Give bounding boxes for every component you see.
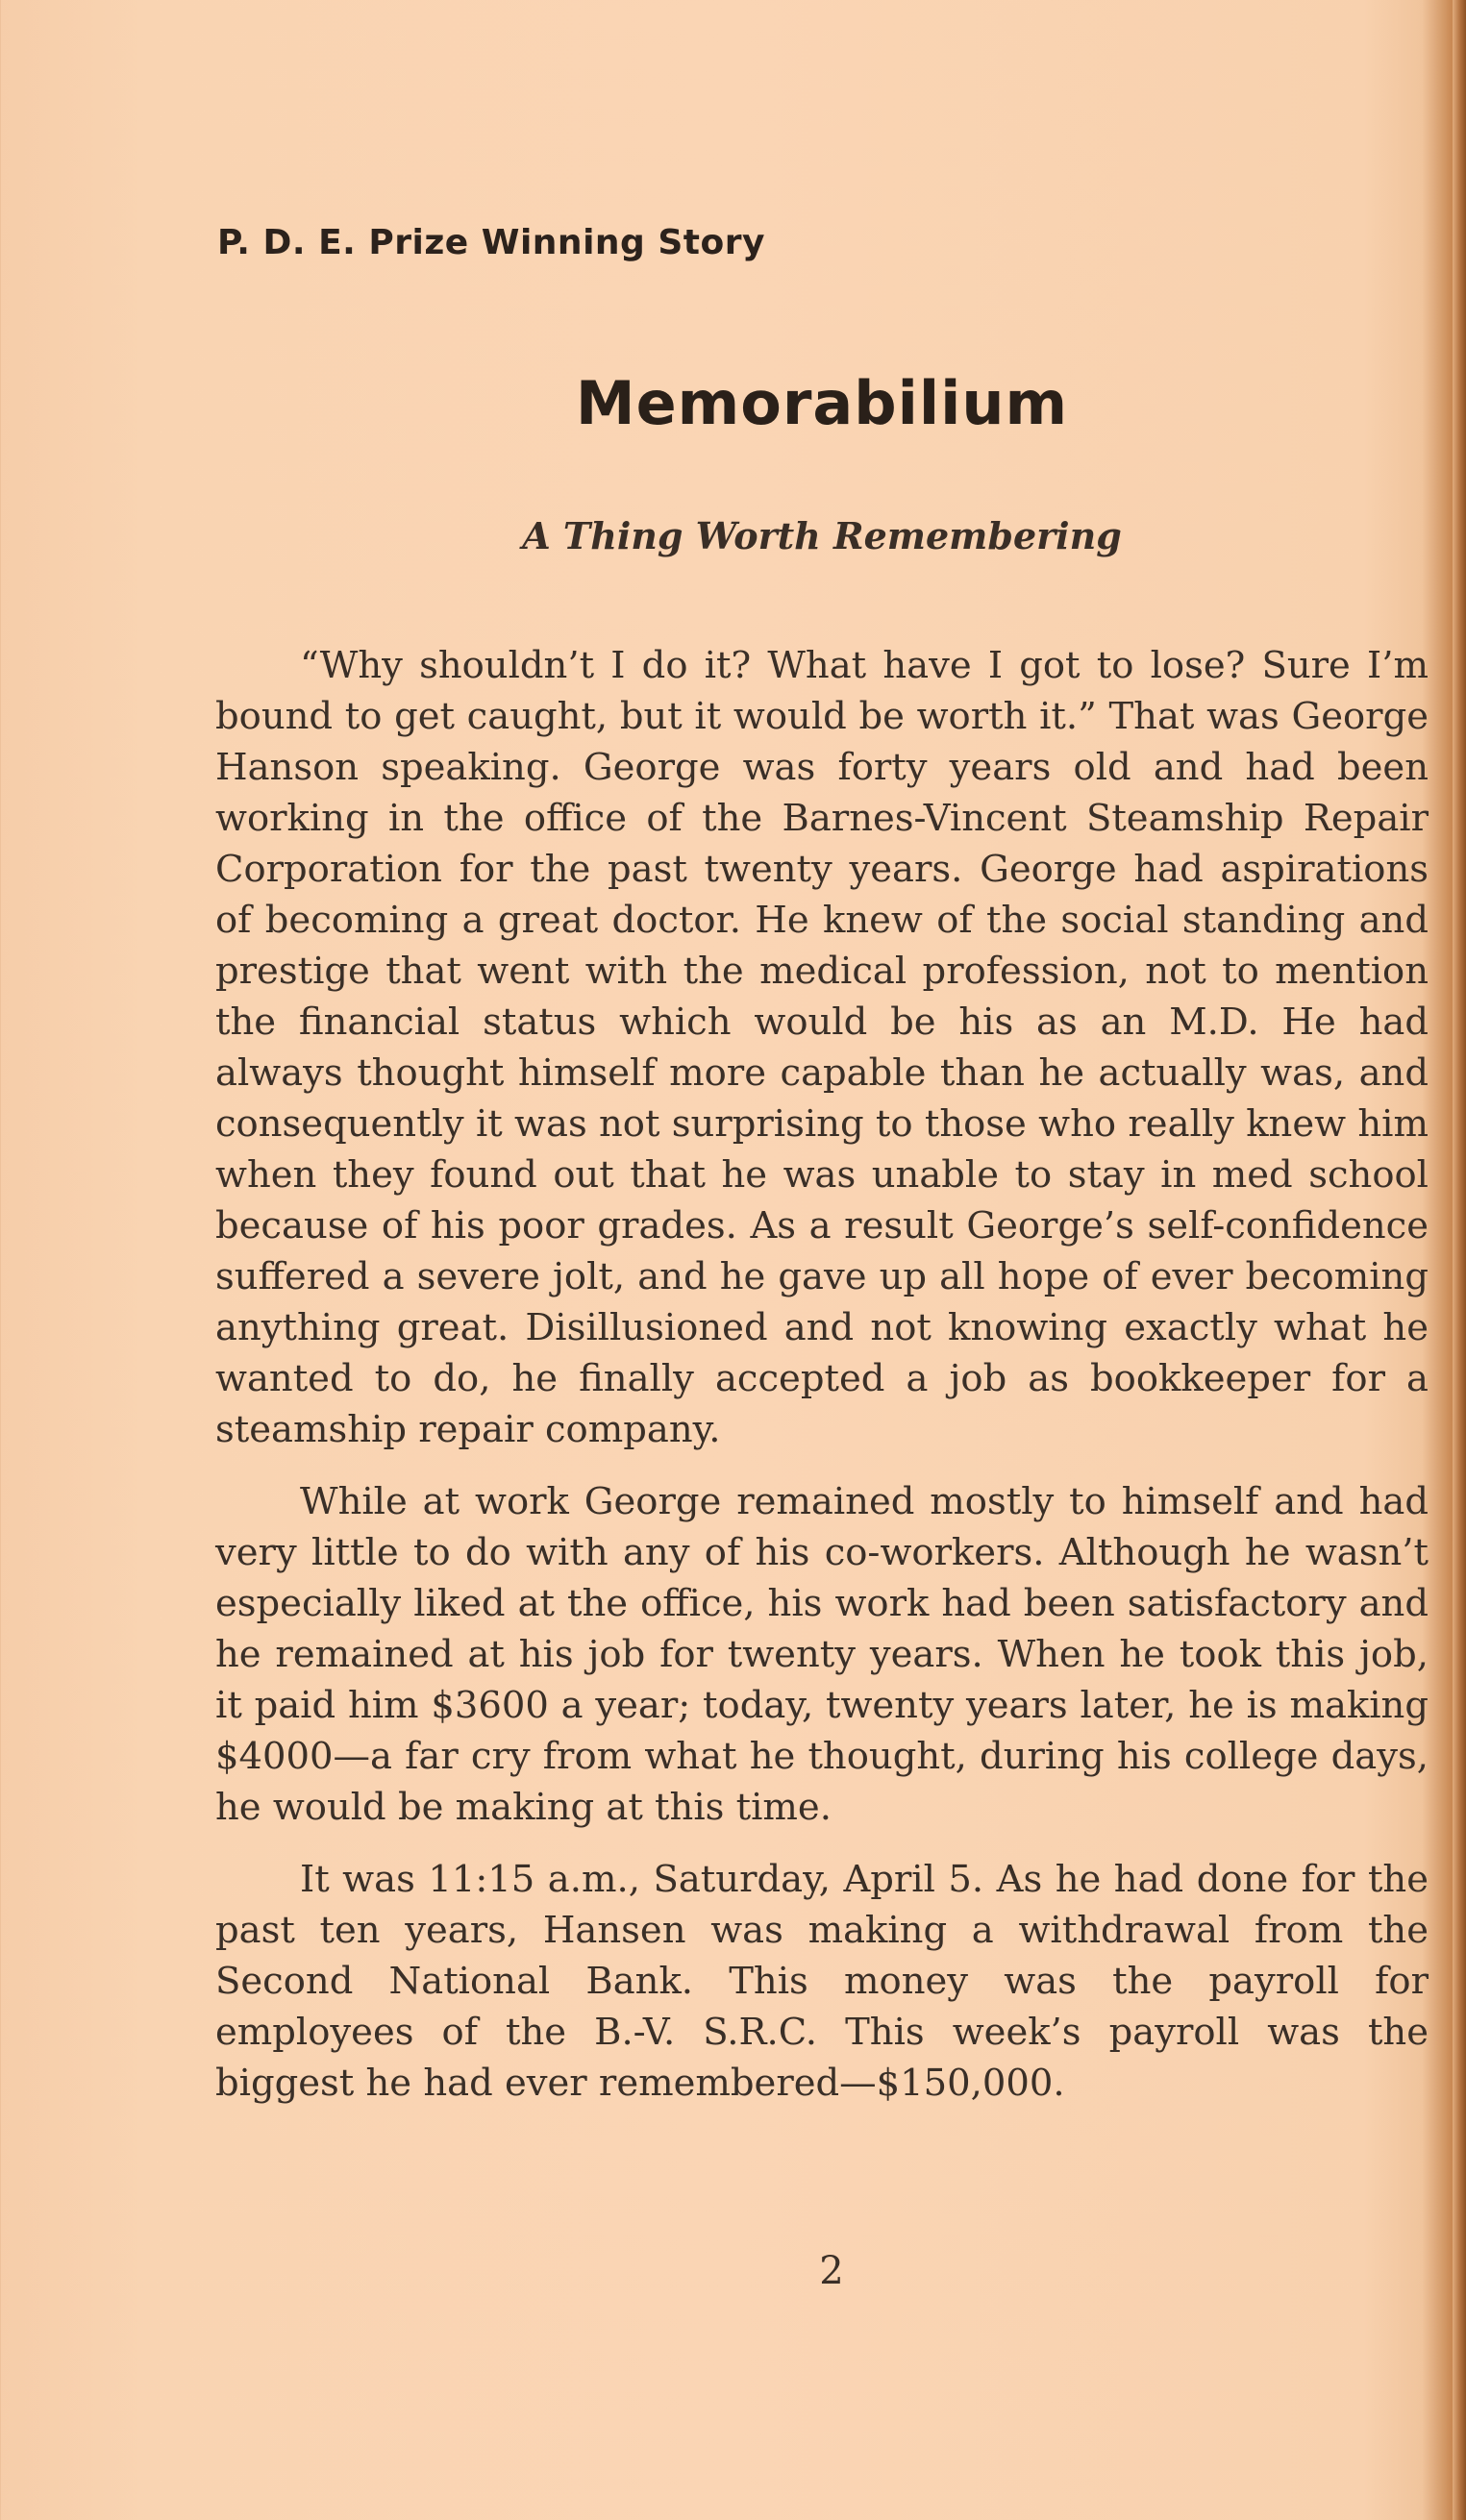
- story-paragraph: While at work George remained mostly to himself and had very little to do with any of his co-workers. Although he wasn’t especially liked at the office, his work had been satisfactory and he remained at his job for twenty years. When he took this job, it paid him $3600 a year; today, twenty years later, he is making $4000—a far cry from what he thought, during his college days, he would be making at this time.: [215, 1480, 1429, 1829]
- story-title: Memorabilium: [575, 368, 1069, 438]
- story-body: [215, 640, 1429, 2130]
- story-paragraph: It was 11:15 a.m., Saturday, April 5. As he had done for the past ten years, Hansen was making a withdrawal from the Second National Bank. This money was the payroll for employees of the B.-V. S.R.C. This week’s payroll was the biggest he had ever remembered—$150,000.: [215, 1858, 1429, 2105]
- story-paragraph: “Why shouldn’t I do it? What have I got to lose? Sure I’m bound to get caught, but it would be worth it.” That was George Hanson speaking. George was forty years old and had been working in the office of the Barnes-Vincent Steamship Repair Corporation for the past twenty years. George had aspirations of becoming a great doctor. He knew of the social standing and prestige that went with the medical profession, not to mention the financial status which would be his as an M.D. He had always thought himself more capable than he actually was, and consequently it was not surprising to those who really knew him when they found out that he was unable to stay in med school because of his poor grades. As a result George’s self-confidence suffered a severe jolt, and he gave up all hope of ever becoming anything great. Disillusioned and not knowing exactly what he wanted to do, he finally accepted a job as bookkeeper for a steamship repair company.: [215, 644, 1429, 1451]
- page-number: 2: [819, 2249, 844, 2293]
- story-subtitle: A Thing Worth Remembering: [522, 514, 1122, 557]
- prize-header: P. D. E. Prize Winning Story: [217, 223, 765, 262]
